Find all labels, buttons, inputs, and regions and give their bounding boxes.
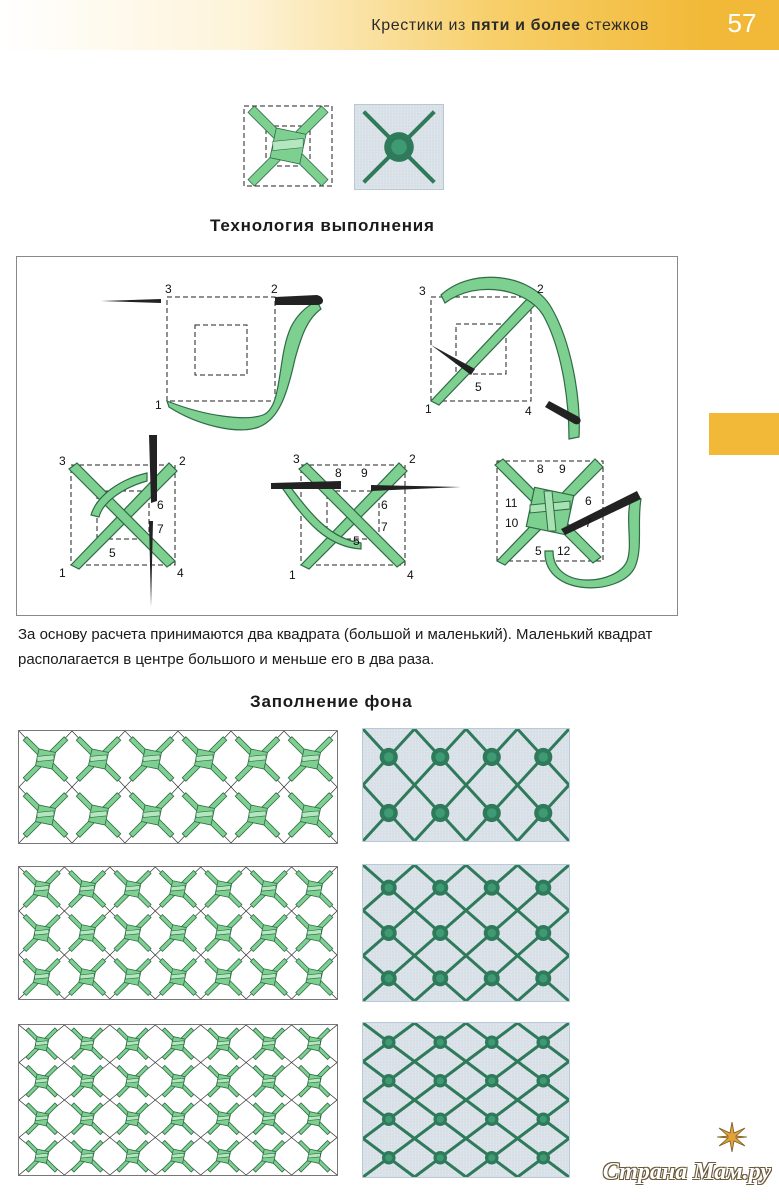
stitch-motif xyxy=(162,1066,194,1098)
svg-text:4: 4 xyxy=(407,568,414,582)
stitch-motif xyxy=(248,106,328,186)
svg-text:6: 6 xyxy=(381,498,388,512)
svg-text:9: 9 xyxy=(559,462,566,476)
svg-text:3: 3 xyxy=(419,284,426,298)
side-tab xyxy=(709,413,779,455)
technique-steps-box xyxy=(16,256,678,616)
svg-text:1: 1 xyxy=(289,568,296,582)
stitch-motif xyxy=(69,871,106,908)
svg-text:4: 4 xyxy=(525,404,532,418)
svg-text:8: 8 xyxy=(537,462,544,476)
stitch-motif xyxy=(114,959,151,996)
svg-text:3: 3 xyxy=(165,282,172,296)
stitch-motif xyxy=(253,1141,285,1173)
stitch-motif xyxy=(182,737,227,782)
technique-steps-drawing xyxy=(17,257,677,615)
technique-section-title: Технология выполнения xyxy=(210,216,435,235)
stitch-motif xyxy=(162,1028,194,1060)
stitch-motif xyxy=(160,871,197,908)
svg-text:5: 5 xyxy=(475,380,482,394)
stitch-motif xyxy=(71,1141,103,1173)
step-5 xyxy=(495,459,641,588)
svg-text:9: 9 xyxy=(361,466,368,480)
stitch-motif xyxy=(129,793,174,838)
stitch-motif xyxy=(26,1028,58,1060)
stitch-motif xyxy=(299,1141,331,1173)
stitch-motif xyxy=(23,959,60,996)
svg-text:6: 6 xyxy=(157,498,164,512)
stitch-motif xyxy=(23,915,60,952)
pattern-diagram-1 xyxy=(18,730,338,844)
stitch-diagram-small xyxy=(242,104,334,188)
svg-text:11: 11 xyxy=(505,496,518,510)
stitch-motif xyxy=(23,793,68,838)
svg-text:5: 5 xyxy=(353,534,360,548)
stitch-motif xyxy=(182,793,227,838)
svg-text:8: 8 xyxy=(335,466,342,480)
stitch-motif xyxy=(114,871,151,908)
svg-text:2: 2 xyxy=(271,282,278,296)
svg-text:1: 1 xyxy=(425,402,432,416)
stitch-motif xyxy=(296,871,333,908)
watermark-logo: Страна Мам.ру xyxy=(602,1159,771,1185)
stitch-motif xyxy=(208,1103,240,1135)
page-number: 57 xyxy=(705,0,779,50)
svg-text:1: 1 xyxy=(59,566,66,580)
stitch-motif xyxy=(162,1103,194,1135)
pattern-photo-2 xyxy=(362,864,570,1002)
pattern-diagram-3 xyxy=(18,1024,338,1176)
stitch-motif xyxy=(235,737,280,782)
stitch-motif xyxy=(71,1103,103,1135)
stitch-motif xyxy=(288,737,333,782)
stitch-motif xyxy=(299,1103,331,1135)
pattern-photo-3 xyxy=(362,1022,570,1178)
pattern-diagram-2 xyxy=(18,866,338,1000)
stitch-motif xyxy=(208,1066,240,1098)
step-3 xyxy=(59,435,186,607)
stitch-motif xyxy=(296,915,333,952)
stitch-motif xyxy=(296,959,333,996)
stitch-motif xyxy=(299,1028,331,1060)
stitch-motif xyxy=(129,737,174,782)
stitch-photo-small xyxy=(354,104,444,190)
stitch-motif xyxy=(76,737,121,782)
description-text: За основу расчета принимаются два квадрата (большой и маленький). Маленький квадрат располагается в центре большого и меньше его в два раза. xyxy=(18,626,653,668)
svg-text:4: 4 xyxy=(177,566,184,580)
stitch-motif xyxy=(117,1103,149,1135)
stitch-motif xyxy=(288,793,333,838)
svg-text:3: 3 xyxy=(293,452,300,466)
stitch-motif xyxy=(250,915,287,952)
step-2 xyxy=(419,277,581,439)
stitch-motif xyxy=(117,1141,149,1173)
stitch-motif xyxy=(76,793,121,838)
svg-text:10: 10 xyxy=(505,516,519,530)
stitch-motif xyxy=(250,871,287,908)
svg-text:7: 7 xyxy=(157,522,164,536)
stitch-motif xyxy=(205,871,242,908)
background-section-title: Заполнение фона xyxy=(250,692,413,711)
stitch-motif xyxy=(250,959,287,996)
stitch-motif xyxy=(71,1028,103,1060)
stitch-motif xyxy=(117,1066,149,1098)
stitch-motif xyxy=(160,915,197,952)
svg-text:1: 1 xyxy=(155,398,162,412)
stitch-motif xyxy=(160,959,197,996)
step-4 xyxy=(271,452,461,582)
svg-text:2: 2 xyxy=(537,282,544,296)
stitch-motif xyxy=(23,871,60,908)
stitch-motif xyxy=(205,959,242,996)
stitch-motif xyxy=(205,915,242,952)
svg-text:7: 7 xyxy=(381,520,388,534)
stitch-motif xyxy=(114,915,151,952)
stitch-motif xyxy=(253,1066,285,1098)
stitch-motif xyxy=(117,1028,149,1060)
stitch-motif xyxy=(69,915,106,952)
stitch-motif xyxy=(26,1066,58,1098)
svg-text:2: 2 xyxy=(409,452,416,466)
page-header-title: Крестики из пяти и более стежков xyxy=(371,17,649,34)
svg-text:12: 12 xyxy=(557,544,571,558)
svg-text:7: 7 xyxy=(585,516,592,530)
pattern-photo-1 xyxy=(362,728,570,842)
stitch-motif xyxy=(208,1028,240,1060)
step-1 xyxy=(101,282,323,430)
watermark-star-icon xyxy=(717,1122,747,1152)
stitch-motif xyxy=(162,1141,194,1173)
stitch-motif xyxy=(26,1141,58,1173)
stitch-motif xyxy=(208,1141,240,1173)
stitch-motif xyxy=(253,1028,285,1060)
stitch-motif xyxy=(23,737,68,782)
stitch-motif xyxy=(235,793,280,838)
svg-text:6: 6 xyxy=(585,494,592,508)
svg-text:2: 2 xyxy=(179,454,186,468)
stitch-motif xyxy=(253,1103,285,1135)
svg-text:5: 5 xyxy=(535,544,542,558)
stitch-motif xyxy=(69,959,106,996)
stitch-motif xyxy=(299,1066,331,1098)
stitch-motif xyxy=(26,1103,58,1135)
stitch-motif xyxy=(71,1066,103,1098)
svg-text:5: 5 xyxy=(109,546,116,560)
svg-text:3: 3 xyxy=(59,454,66,468)
